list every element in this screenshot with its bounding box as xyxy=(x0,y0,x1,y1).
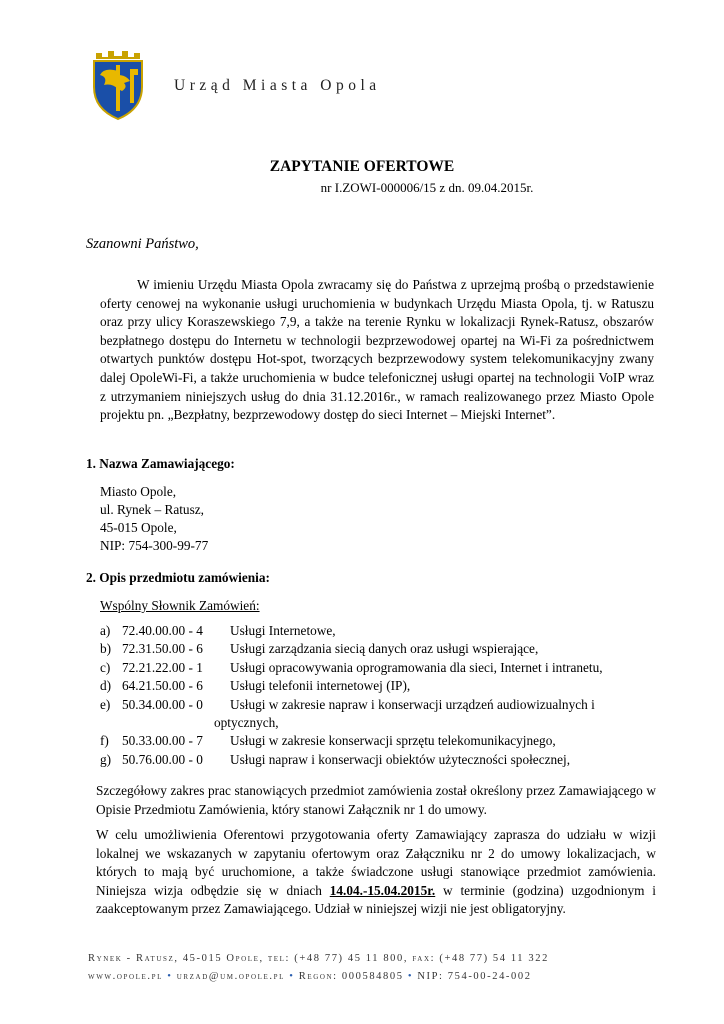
cpv-subheading: Wspólny Słownik Zamówień: xyxy=(100,598,260,613)
list-item: c) 72.21.22.00 - 1 Usługi opracowywania oprogramowania dla sieci, Internet i intranetu, xyxy=(100,659,603,675)
footer-contact xyxy=(88,971,532,982)
list-item: f) 50.33.00.00 - 7 Usługi w zakresie konserwacji sprzętu telekomunikacyjnego, xyxy=(100,733,556,749)
list-item: e) 50.34.00.00 - 0 Usługi w zakresie napraw i konserwacji urządzeń audiowizualnych i xyxy=(100,696,595,712)
section-1-heading: 1. Nazwa Zamawiającego: xyxy=(86,456,235,471)
address-line: Miasto Opole, xyxy=(100,484,177,499)
intro-paragraph: W imieniu Urzędu Miasta Opola zwracamy się do Państwa z uprzejmą prośbą o przedstawienie oferty cenowej na wykonanie usługi uruchomienia w budynkach Urzędu Miasta Opola, tj. w Ratuszu oraz przy ulicy Koraszewskiego 7,9, a także na terenie Rynku w lokalizacji Rynek-Ratusz, obszarów bezpłatnego dostępu do Internetu w technologii bezprzewodowej opartej na Wi-Fi za pośrednictwem otwartych punktów dostępu Hot-spot, tworzących bezprzewodowy system telekomunikacyjny zwany dalej OpoleWi-Fi, a także uruchomienia w budce telefonicznej usługi opartej na technologii VoIP wraz z utrzymaniem niniejszych usług do dnia 31.12.2016r., w ramach realizowanego przez Miasto Opole projektu pn. „Bezpłatny, bezprzewodowy dostęp do sieci Internet – Miejski Internet”. xyxy=(100,277,654,423)
footer-website[interactable]: www.opole.pl xyxy=(88,971,163,982)
address-line: NIP: 754-300-99-77 xyxy=(100,538,209,553)
footer-email[interactable]: urzad@um.opole.pl xyxy=(176,971,285,982)
address-line: ul. Rynek – Ratusz, xyxy=(100,502,204,517)
list-item: a) 72.40.00.00 - 4 Usługi Internetowe, xyxy=(100,623,336,638)
separator-dot: • xyxy=(167,971,173,982)
org-name: Urząd Miasta Opola xyxy=(174,77,381,94)
list-item: b) 72.31.50.00 - 6 Usługi zarządzania siecią danych oraz usługi wspierające, xyxy=(100,641,539,657)
site-visit-paragraph: W celu umożliwienia Oferentowi przygotowania oferty Zamawiający zaprasza do udziału w wizji lokalnej we wskazanych w zapytaniu ofertowym oraz Załączniku nr 2 do umowy lokalizacjach, w których to mają być uruchomione, a także świadczone usługi stanowiące przedmiot zamówienia. Niniejsza wizja odbędzie się w dniach 14.04.-15.04.2015r. w terminie (godzina) uzgodnionym i zaakceptowanym przez Zamawiającego. Udział w niniejszej wizji nie jest obligatoryjny. xyxy=(96,827,656,917)
list-item: g) 50.76.00.00 - 0 Usługi napraw i konserwacji obiektów użyteczności społecznej, xyxy=(100,751,571,767)
address-line: 45-015 Opole, xyxy=(100,520,177,535)
city-crest-logo xyxy=(90,45,146,121)
footer-address: Rynek - Ratusz, 45-015 Opole, tel: (+48 77) 45 11 800, fax: (+48 77) 54 11 322 xyxy=(88,953,549,964)
footer-regon: Regon: 000584805 xyxy=(298,971,404,982)
list-item-continuation: optycznych, xyxy=(214,714,279,730)
footer-nip: NIP: 754-00-24-002 xyxy=(417,971,532,982)
ordering-party-address xyxy=(100,483,208,555)
cpv-list xyxy=(100,622,660,769)
document-title: ZAPYTANIE OFERTOWE xyxy=(269,158,455,175)
visit-dates: 14.04.-15.04.2015r. xyxy=(329,882,436,898)
section-2-heading: 2. Opis przedmiotu zamówienia: xyxy=(86,570,270,585)
separator-dot: • xyxy=(289,971,295,982)
document-reference: nr I.ZOWI-000006/15 z dn. 09.04.2015r. xyxy=(320,180,534,195)
scope-paragraph: Szczegółowy zakres prac stanowiących przedmiot zamówienia został określony przez Zamawiającego w Opisie Przedmiotu Zamówienia, który stanowi Załącznik nr 1 do umowy. xyxy=(96,783,656,817)
separator-dot: • xyxy=(407,971,414,982)
salutation: Szanowni Państwo, xyxy=(86,236,199,252)
list-item: d) 64.21.50.00 - 6 Usługi telefonii internetowej (IP), xyxy=(100,678,411,694)
